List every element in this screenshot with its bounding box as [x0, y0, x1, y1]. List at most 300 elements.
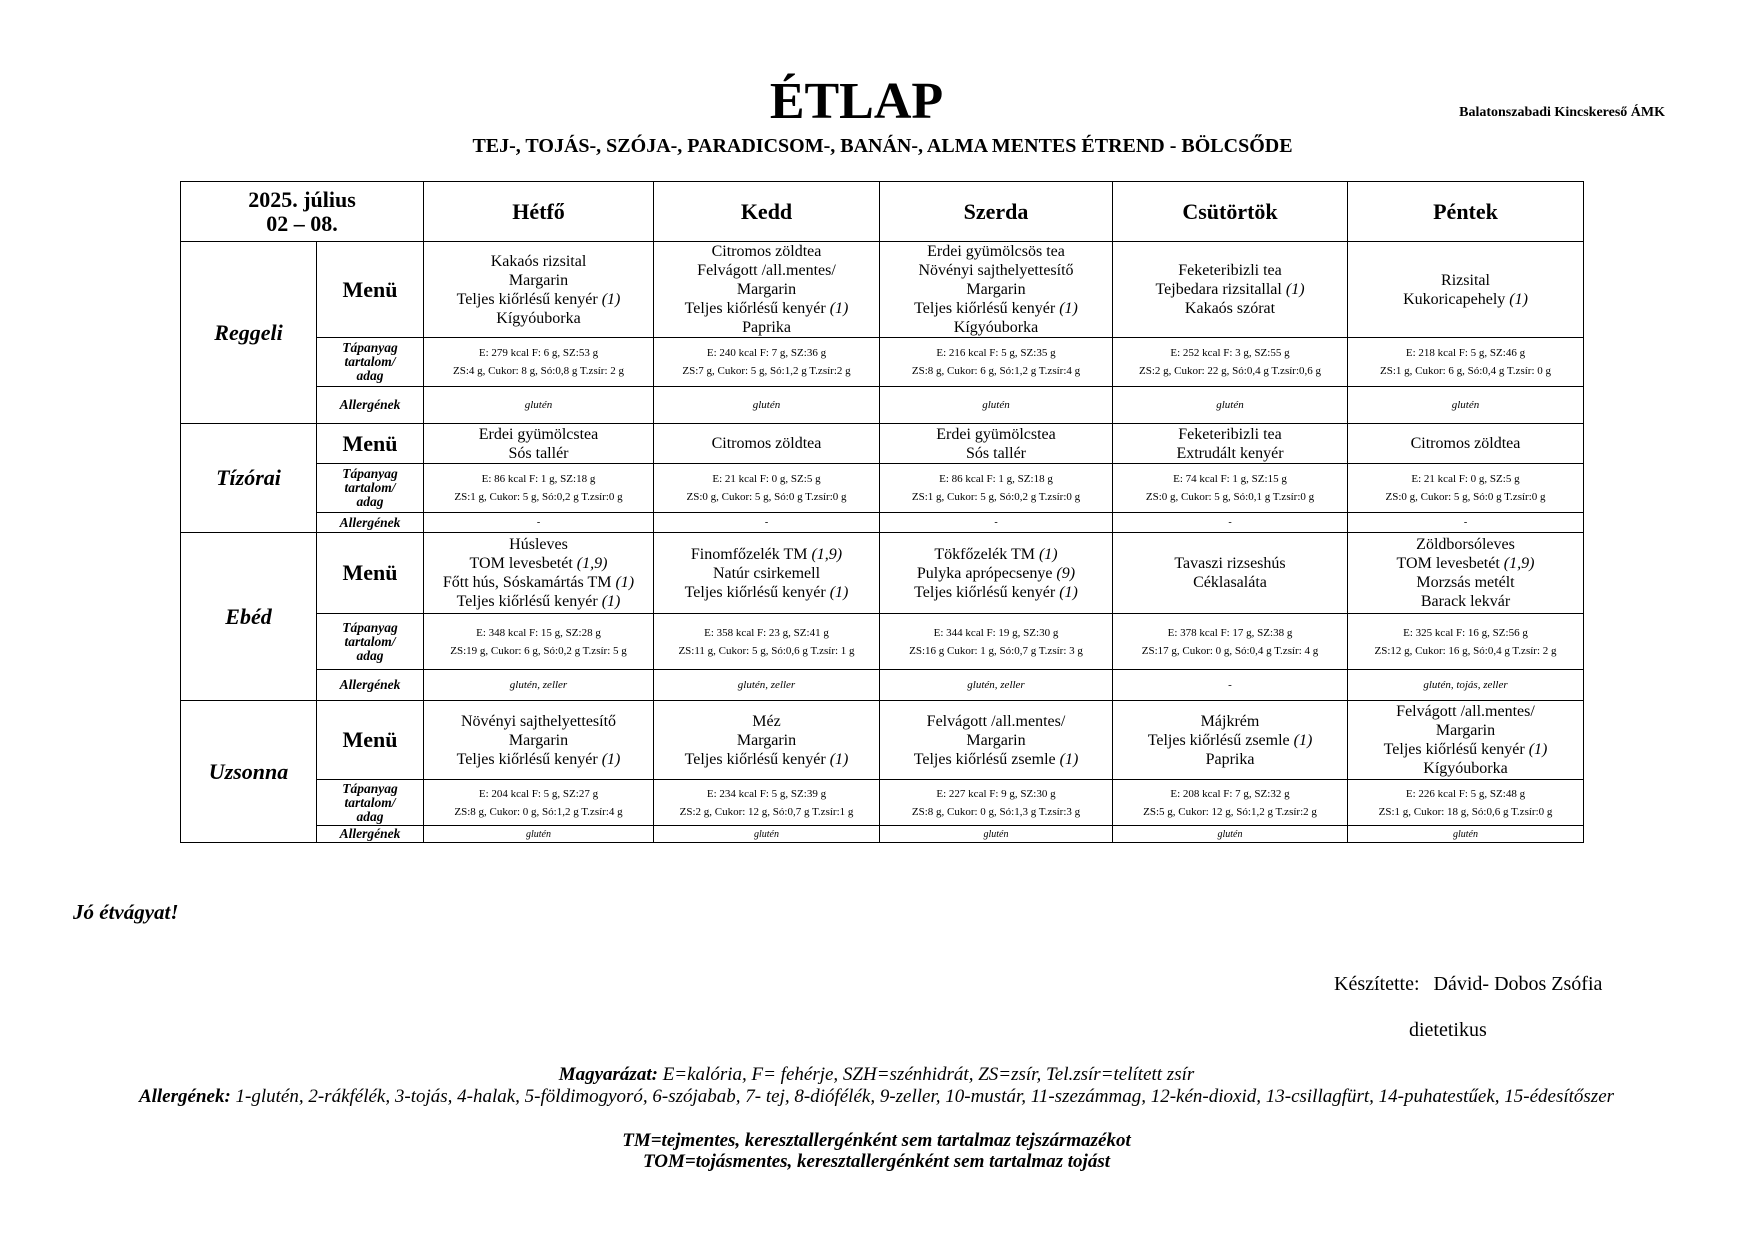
- menu-item: [1348, 759, 1583, 778]
- allergen-cell: -: [654, 513, 880, 533]
- nutrition-line: E: 358 kcal F: 23 g, SZ:41 g: [704, 626, 829, 639]
- date-range-cell: [181, 182, 424, 242]
- nutrition-label-line: adag: [356, 808, 384, 824]
- menu-item: [1113, 444, 1347, 463]
- nutrition-cell: [880, 780, 1113, 826]
- menu-item: [654, 712, 879, 731]
- menu-item-text: Extrudált kenyér: [1176, 444, 1284, 462]
- nutrition-line: E: 325 kcal F: 16 g, SZ:56 g: [1403, 626, 1528, 639]
- menu-item-text: Teljes kiőrlésű kenyér: [456, 750, 602, 768]
- menu-item-text: Teljes kiőrlésű zsemle: [913, 750, 1060, 768]
- author-label: Készítette:: [1334, 973, 1420, 995]
- allergen-number: (1): [1509, 290, 1528, 308]
- menu-item: [424, 592, 653, 611]
- menu-item-text: TOM levesbetét: [469, 555, 577, 572]
- nutrition-line: ZS:5 g, Cukor: 12 g, Só:1,2 g T.zsír:2 g: [1143, 805, 1317, 818]
- allergen-number: (1): [1285, 281, 1305, 298]
- allergen-number: (1): [601, 593, 621, 610]
- nutrition-line: ZS:12 g, Cukor: 16 g, Só:0,4 g T.zsír: 2 g: [1374, 644, 1557, 657]
- day-header: Kedd: [654, 182, 880, 242]
- nutrition-row: [181, 338, 1584, 387]
- nutrition-row: [181, 464, 1584, 513]
- menu-cell: [1113, 424, 1348, 464]
- menu-row: [181, 242, 1584, 338]
- menu-item-text: Kígyóuborka: [1423, 760, 1508, 777]
- allergen-row-label: Allergének: [317, 513, 424, 533]
- institution-name: Balatonszabadi Kincskereső ÁMK: [1459, 105, 1665, 120]
- menu-cell: [654, 242, 880, 338]
- nutrition-line: ZS:0 g, Cukor: 5 g, Só:0 g T.zsír:0 g: [1385, 491, 1546, 503]
- menu-item: [424, 712, 653, 731]
- menu-item: [424, 444, 653, 463]
- menu-cell: [1348, 424, 1584, 464]
- legend-abbreviations: [90, 1064, 1663, 1085]
- menu-item-text: Tökfőzelék TM: [934, 545, 1039, 563]
- nutrition-line: E: 279 kcal F: 6 g, SZ:53 g: [478, 347, 599, 359]
- nutrition-label-line: adag: [356, 368, 384, 383]
- tm-note: TM=tejmentes, keresztallergénként sem tartalmaz tejszármazékot: [622, 1130, 1131, 1151]
- menu-item-text: Felvágott /all.mentes/: [926, 712, 1066, 730]
- nutrition-line: E: 86 kcal F: 1 g, SZ:18 g: [939, 473, 1053, 485]
- menu-item-text: Margarin: [1435, 722, 1496, 739]
- menu-item-text: Felvágott /all.mentes/: [697, 262, 836, 279]
- allergen-row-label: Allergének: [317, 826, 424, 843]
- nutrition-row: [181, 614, 1584, 670]
- nutrition-cell: [1113, 464, 1348, 513]
- nutrition-line: ZS:1 g, Cukor: 5 g, Só:0,2 g T.zsír:0 g: [911, 491, 1081, 503]
- allergen-row: [181, 387, 1584, 424]
- nutrition-label-line: Tápanyag: [342, 340, 398, 355]
- author-role: dietetikus: [1409, 1019, 1487, 1041]
- allergen-number: (1,9): [811, 545, 843, 563]
- nutrition-line: E: 204 kcal F: 5 g, SZ:27 g: [478, 787, 599, 800]
- menu-item: [1113, 425, 1347, 444]
- menu-item: [1348, 702, 1583, 721]
- menu-item-text: Margarin: [736, 281, 797, 298]
- date-month: 2025. július: [248, 186, 356, 212]
- allergen-row-label: Allergének: [317, 387, 424, 424]
- allergen-number: (1): [829, 300, 849, 317]
- menu-item-text: Margarin: [736, 731, 797, 749]
- nutrition-cell: [1113, 780, 1348, 826]
- menu-item: [880, 712, 1112, 731]
- nutrition-cell: [1348, 338, 1584, 387]
- nutrition-row-label: [317, 614, 424, 670]
- menu-item: [880, 280, 1112, 299]
- nutrition-cell: [1348, 614, 1584, 670]
- menu-item-text: Kakaós rizsital: [490, 252, 587, 270]
- allergen-cell: -: [1113, 670, 1348, 701]
- menu-item-text: Májkrém: [1200, 712, 1260, 730]
- menu-item: [1348, 535, 1583, 554]
- allergen-row-label: Allergének: [317, 670, 424, 701]
- menu-item: [654, 564, 879, 583]
- menu-item-text: Erdei gyümölcstea: [936, 425, 1056, 443]
- menu-item-text: Kígyóuborka: [953, 319, 1039, 336]
- allergens-text: 1-glutén, 2-rákfélék, 3-tojás, 4-halak, 5-földimogyoró, 6-szójabab, 7- tej, 8-diófélék, 9-zeller, 10-mustár, 11-szezámmag, 12-kén-dioxid, 13-csillagfürt, 14-puhatestűek, 15-édesítőszer: [230, 1086, 1615, 1107]
- menu-item: [424, 554, 653, 573]
- allergen-cell: glutén: [654, 387, 880, 424]
- menu-item: [1113, 261, 1347, 280]
- menu-item: [1348, 721, 1583, 740]
- menu-row-label: Menü: [317, 701, 424, 780]
- nutrition-label-line: Tápanyag: [342, 619, 398, 635]
- menu-item-text: Céklasaláta: [1193, 574, 1267, 591]
- nutrition-cell: [424, 780, 654, 826]
- menu-item-text: Teljes kiőrlésű kenyér: [684, 300, 830, 317]
- nutrition-label-line: tartalom/: [344, 633, 396, 649]
- menu-item: [880, 299, 1112, 318]
- menu-item-text: Citromos zöldtea: [711, 435, 822, 452]
- menu-item-text: Kígyóuborka: [496, 309, 581, 327]
- nutrition-line: E: 348 kcal F: 15 g, SZ:28 g: [476, 626, 601, 639]
- allergen-cell: glutén: [1113, 387, 1348, 424]
- menu-item-text: Feketeribizli tea: [1178, 425, 1282, 443]
- nutrition-cell: [654, 338, 880, 387]
- legend-allergens: [90, 1086, 1663, 1107]
- nutrition-row: [181, 780, 1584, 826]
- menu-item: [424, 573, 653, 592]
- meal-name-cell: Uzsonna: [181, 701, 317, 843]
- allergen-cell: glutén: [1348, 826, 1584, 843]
- nutrition-line: E: 86 kcal F: 1 g, SZ:18 g: [481, 473, 596, 485]
- allergen-row: [181, 826, 1584, 843]
- menu-item-text: Erdei gyümölcsös tea: [927, 243, 1065, 260]
- allergen-row: [181, 670, 1584, 701]
- nutrition-cell: [1348, 464, 1584, 513]
- bon-appetit-text: Jó étvágyat!: [73, 900, 179, 924]
- menu-cell: [1348, 242, 1584, 338]
- nutrition-cell: [654, 464, 880, 513]
- allergen-cell: -: [1113, 513, 1348, 533]
- nutrition-line: E: 378 kcal F: 17 g, SZ:38 g: [1167, 626, 1293, 639]
- menu-item: [880, 242, 1112, 261]
- nutrition-line: ZS:16 g Cukor: 1 g, Só:0,7 g T.zsír: 3 g: [909, 644, 1083, 657]
- allergen-cell: -: [880, 513, 1113, 533]
- menu-cell: [880, 533, 1113, 614]
- menu-item: [424, 252, 653, 271]
- menu-row-label: Menü: [317, 242, 424, 338]
- legend-label: Magyarázat:: [558, 1064, 658, 1085]
- menu-cell: [1113, 242, 1348, 338]
- menu-item: [424, 731, 653, 750]
- menu-item-text: Margarin: [966, 281, 1026, 298]
- menu-item: [1348, 740, 1583, 759]
- menu-item: [654, 299, 879, 318]
- menu-item-text: Teljes kiőrlésű kenyér: [914, 300, 1060, 317]
- allergen-cell: glutén: [424, 826, 654, 843]
- menu-item-text: Barack lekvár: [1420, 593, 1511, 610]
- allergen-cell: glutén: [880, 387, 1113, 424]
- menu-item-text: Teljes kiőrlésű kenyér: [456, 593, 602, 610]
- menu-item: [1348, 271, 1583, 290]
- menu-row-label: Menü: [317, 424, 424, 464]
- menu-item: [1113, 731, 1347, 750]
- allergen-number: (1): [1528, 741, 1548, 758]
- day-header: Péntek: [1348, 182, 1584, 242]
- nutrition-line: ZS:11 g, Cukor: 5 g, Só:0,6 g T.zsír: 1 g: [678, 644, 855, 657]
- menu-item-text: Méz: [752, 712, 781, 730]
- nutrition-label-line: tartalom/: [344, 480, 396, 495]
- page-subtitle: TEJ-, TOJÁS-, SZÓJA-, PARADICSOM-, BANÁN-, ALMA MENTES ÉTREND - BÖLCSŐDE: [472, 135, 1293, 157]
- nutrition-cell: [654, 614, 880, 670]
- nutrition-line: ZS:7 g, Cukor: 5 g, Só:1,2 g T.zsír:2 g: [682, 365, 851, 377]
- author-name: Dávid- Dobos Zsófia: [1433, 973, 1603, 995]
- menu-item: [654, 318, 879, 337]
- nutrition-line: ZS:0 g, Cukor: 5 g, Só:0,1 g T.zsír:0 g: [1145, 491, 1315, 503]
- nutrition-line: E: 226 kcal F: 5 g, SZ:48 g: [1405, 787, 1526, 800]
- menu-cell: [1113, 701, 1348, 780]
- allergen-row: [181, 513, 1584, 533]
- nutrition-line: E: 227 kcal F: 9 g, SZ:30 g: [936, 787, 1056, 800]
- allergen-number: (1): [1059, 583, 1078, 601]
- allergen-cell: -: [424, 513, 654, 533]
- date-days: 02 – 08.: [266, 210, 338, 236]
- menu-item-text: Kukoricapehely: [1403, 290, 1510, 308]
- menu-item-text: Tejbedara rizsitallal: [1155, 281, 1286, 298]
- menu-item-text: Sós tallér: [966, 444, 1026, 462]
- menu-item: [1113, 750, 1347, 769]
- nutrition-cell: [1113, 338, 1348, 387]
- tom-note: TOM=tojásmentes, keresztallergénként sem tartalmaz tojást: [642, 1151, 1111, 1172]
- meal-name-cell: Ebéd: [181, 533, 317, 701]
- menu-item-text: Kakaós szórat: [1184, 300, 1276, 317]
- nutrition-label-line: Tápanyag: [342, 466, 398, 481]
- menu-item-text: Teljes kiőrlésű kenyér: [456, 290, 602, 308]
- menu-item-text: Növényi sajthelyettesítő: [918, 262, 1074, 279]
- menu-item: [880, 425, 1112, 444]
- menu-cell: [654, 424, 880, 464]
- nutrition-cell: [424, 614, 654, 670]
- menu-item: [880, 444, 1112, 463]
- nutrition-line: E: 252 kcal F: 3 g, SZ:55 g: [1170, 347, 1290, 359]
- menu-item: [424, 535, 653, 554]
- nutrition-line: ZS:1 g, Cukor: 6 g, Só:0,4 g T.zsír: 0 g: [1379, 365, 1551, 377]
- menu-item: [1113, 573, 1347, 592]
- menu-cell: [654, 533, 880, 614]
- menu-item-text: Tavaszi rizseshús: [1174, 555, 1286, 572]
- menu-item: [880, 318, 1112, 337]
- page-title: ÉTLAP: [769, 73, 944, 130]
- menu-item-text: Erdei gyümölcstea: [478, 425, 599, 443]
- menu-item-text: Finomfőzelék TM: [690, 545, 812, 563]
- nutrition-line: E: 234 kcal F: 5 g, SZ:39 g: [706, 787, 827, 800]
- menu-cell: [424, 533, 654, 614]
- day-header: Csütörtök: [1113, 182, 1348, 242]
- menu-item: [880, 261, 1112, 280]
- nutrition-cell: [424, 464, 654, 513]
- meal-name-cell: Tízórai: [181, 424, 317, 533]
- menu-cell: [424, 242, 654, 338]
- nutrition-cell: [424, 338, 654, 387]
- day-header: Hétfő: [424, 182, 654, 242]
- menu-item: [654, 280, 879, 299]
- allergen-number: (1): [1059, 300, 1078, 317]
- menu-item: [880, 545, 1112, 564]
- menu-cell: [1348, 701, 1584, 780]
- nutrition-label-line: adag: [356, 647, 384, 663]
- menu-item: [1348, 554, 1583, 573]
- allergen-cell: glutén, zeller: [880, 670, 1113, 701]
- nutrition-line: E: 216 kcal F: 5 g, SZ:35 g: [936, 347, 1056, 359]
- nutrition-line: ZS:8 g, Cukor: 0 g, Só:1,3 g T.zsír:3 g: [911, 805, 1081, 818]
- nutrition-cell: [880, 614, 1113, 670]
- nutrition-line: ZS:0 g, Cukor: 5 g, Só:0 g T.zsír:0 g: [686, 491, 847, 503]
- menu-item: [654, 731, 879, 750]
- menu-item: [654, 434, 879, 453]
- allergen-cell: glutén, tojás, zeller: [1348, 670, 1584, 701]
- allergen-number: (1): [1293, 731, 1313, 749]
- nutrition-line: ZS:1 g, Cukor: 18 g, Só:0,6 g T.zsír:0 g: [1378, 805, 1553, 818]
- menu-item: [1113, 712, 1347, 731]
- menu-item: [1113, 280, 1347, 299]
- nutrition-line: ZS:1 g, Cukor: 5 g, Só:0,2 g T.zsír:0 g: [454, 491, 623, 503]
- menu-item-text: Zöldborsóleves: [1416, 536, 1515, 553]
- nutrition-cell: [1113, 614, 1348, 670]
- allergen-cell: glutén: [880, 826, 1113, 843]
- author-line: [1334, 973, 1602, 996]
- menu-item: [424, 271, 653, 290]
- nutrition-label-line: tartalom/: [344, 354, 396, 369]
- menu-item-text: Növényi sajthelyettesítő: [460, 712, 617, 730]
- menu-cell: [424, 424, 654, 464]
- menu-cell: [1113, 533, 1348, 614]
- menu-cell: [880, 701, 1113, 780]
- menu-item-text: Feketeribizli tea: [1178, 262, 1282, 279]
- menu-cell: [1348, 533, 1584, 614]
- allergen-cell: glutén: [1348, 387, 1584, 424]
- menu-item-text: Natúr csirkemell: [712, 564, 821, 582]
- legend-text: E=kalória, F= fehérje, SZH=szénhidrát, ZS=zsír, Tel.zsír=telített zsír: [657, 1064, 1195, 1085]
- nutrition-row-label: [317, 464, 424, 513]
- menu-item: [654, 583, 879, 602]
- menu-item-text: Paprika: [742, 319, 791, 336]
- nutrition-line: E: 240 kcal F: 7 g, SZ:36 g: [706, 347, 827, 359]
- menu-item-text: Margarin: [508, 731, 569, 749]
- menu-item: [1348, 592, 1583, 611]
- menu-item-text: Citromos zöldtea: [711, 243, 822, 260]
- menu-item: [424, 309, 653, 328]
- nutrition-cell: [880, 338, 1113, 387]
- nutrition-line: E: 74 kcal F: 1 g, SZ:15 g: [1173, 473, 1287, 485]
- nutrition-line: E: 344 kcal F: 19 g, SZ:30 g: [933, 626, 1059, 639]
- menu-item: [424, 425, 653, 444]
- nutrition-row-label: [317, 338, 424, 387]
- day-header: Szerda: [880, 182, 1113, 242]
- menu-cell: [880, 424, 1113, 464]
- menu-cell: [880, 242, 1113, 338]
- menu-item-text: Margarin: [966, 731, 1026, 749]
- menu-item-text: Paprika: [1205, 750, 1255, 768]
- allergen-cell: -: [1348, 513, 1584, 533]
- menu-item: [880, 564, 1112, 583]
- menu-item: [654, 242, 879, 261]
- nutrition-cell: [880, 464, 1113, 513]
- nutrition-line: E: 21 kcal F: 0 g, SZ:5 g: [712, 473, 821, 485]
- nutrition-line: ZS:8 g, Cukor: 0 g, Só:1,2 g T.zsír:4 g: [454, 805, 623, 818]
- allergen-number: (1): [829, 750, 849, 768]
- menu-item: [654, 750, 879, 769]
- allergens-label: Allergének:: [138, 1086, 231, 1107]
- nutrition-line: E: 208 kcal F: 7 g, SZ:32 g: [1170, 787, 1290, 800]
- menu-item: [1113, 299, 1347, 318]
- menu-row: [181, 424, 1584, 464]
- nutrition-label-line: tartalom/: [344, 794, 396, 810]
- nutrition-line: ZS:2 g, Cukor: 22 g, Só:0,4 g T.zsír:0,6 g: [1138, 365, 1321, 377]
- nutrition-line: ZS:2 g, Cukor: 12 g, Só:0,7 g T.zsír:1 g: [679, 805, 854, 818]
- weekly-menu-table: [180, 181, 1584, 843]
- menu-item: [654, 261, 879, 280]
- menu-item: [424, 290, 653, 309]
- menu-item: [880, 750, 1112, 769]
- menu-row-label: Menü: [317, 533, 424, 614]
- menu-item-text: Teljes kiőrlésű zsemle: [1147, 731, 1294, 749]
- allergen-number: (1): [829, 583, 849, 601]
- menu-cell: [654, 701, 880, 780]
- menu-item-text: Margarin: [508, 271, 569, 289]
- menu-item-text: Citromos zöldtea: [1410, 435, 1521, 452]
- menu-item-text: Morzsás metélt: [1416, 574, 1515, 591]
- allergen-number: (1): [601, 290, 621, 308]
- nutrition-label-line: Tápanyag: [342, 780, 398, 796]
- menu-item-text: Pulyka aprópecsenye: [916, 564, 1057, 582]
- menu-item-text: Rizsital: [1441, 271, 1490, 289]
- menu-item: [1348, 573, 1583, 592]
- nutrition-line: ZS:17 g, Cukor: 0 g, Só:0,4 g T.zsír: 4 g: [1141, 644, 1319, 657]
- nutrition-label-line: adag: [356, 494, 384, 509]
- nutrition-cell: [1348, 780, 1584, 826]
- nutrition-line: E: 218 kcal F: 5 g, SZ:46 g: [1405, 347, 1526, 359]
- allergen-number: (1): [1038, 545, 1058, 563]
- nutrition-line: ZS:8 g, Cukor: 6 g, Só:1,2 g T.zsír:4 g: [911, 365, 1081, 377]
- menu-item: [1113, 554, 1347, 573]
- allergen-cell: glutén, zeller: [654, 670, 880, 701]
- menu-item-text: Sós tallér: [508, 444, 569, 462]
- allergen-number: (1): [615, 574, 635, 591]
- nutrition-row-label: [317, 780, 424, 826]
- menu-item: [1348, 434, 1583, 453]
- nutrition-line: ZS:19 g, Cukor: 6 g, Só:0,2 g T.zsír: 5 g: [450, 644, 627, 657]
- nutrition-cell: [654, 780, 880, 826]
- menu-item: [880, 583, 1112, 602]
- nutrition-line: E: 21 kcal F: 0 g, SZ:5 g: [1411, 473, 1520, 485]
- menu-row: [181, 533, 1584, 614]
- meal-name-cell: Reggeli: [181, 242, 317, 424]
- allergen-cell: glutén: [654, 826, 880, 843]
- menu-row: [181, 701, 1584, 780]
- menu-item: [654, 545, 879, 564]
- menu-item-text: Teljes kiőrlésű kenyér: [1383, 741, 1529, 758]
- menu-item-text: Teljes kiőrlésű kenyér: [684, 750, 830, 768]
- allergen-cell: glutén: [424, 387, 654, 424]
- allergen-number: (1,9): [576, 555, 608, 572]
- allergen-number: (1): [601, 750, 621, 768]
- menu-item-text: Felvágott /all.mentes/: [1396, 703, 1535, 720]
- allergen-cell: glutén: [1113, 826, 1348, 843]
- menu-item-text: Főtt hús, Sóskamártás TM: [442, 574, 616, 591]
- menu-item: [424, 750, 653, 769]
- allergen-number: (1,9): [1503, 555, 1535, 572]
- nutrition-line: ZS:4 g, Cukor: 8 g, Só:0,8 g T.zsír: 2 g: [452, 365, 624, 377]
- menu-cell: [424, 701, 654, 780]
- menu-item-text: Teljes kiőrlésű kenyér: [914, 583, 1060, 601]
- menu-item: [1348, 290, 1583, 309]
- menu-item-text: TOM levesbetét: [1396, 555, 1504, 572]
- allergen-number: (9): [1056, 564, 1076, 582]
- table-header-row: [181, 182, 1584, 242]
- allergen-number: (1): [1059, 750, 1079, 768]
- menu-item-text: Teljes kiőrlésű kenyér: [684, 583, 830, 601]
